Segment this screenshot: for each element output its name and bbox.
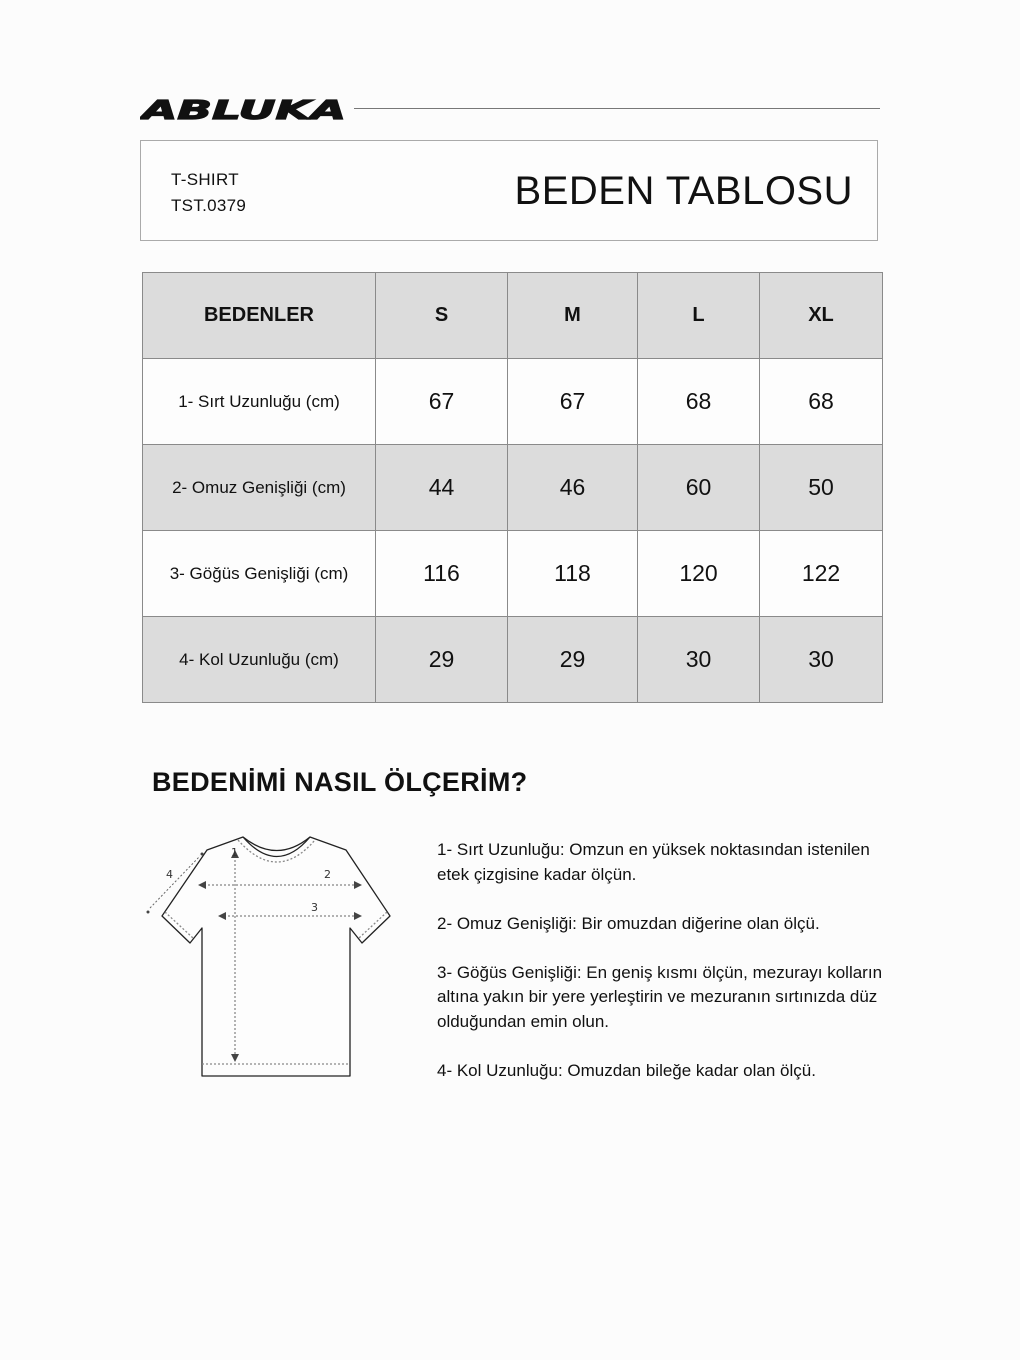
table-cell: 29 — [376, 617, 508, 703]
tshirt-measurement-diagram — [140, 828, 400, 1084]
instruction-back-length: 1- Sırt Uzunluğu: Omzun en yüksek noktasından istenilen etek çizgisine kadar ölçün. — [437, 840, 870, 884]
column-header-sizes: BEDENLER — [143, 273, 376, 359]
table-row — [143, 617, 883, 703]
table-cell: 118 — [508, 531, 638, 617]
row-label: 2- Omuz Genişliği (cm) — [143, 445, 376, 531]
column-header-l: L — [638, 273, 760, 359]
table-cell: 30 — [638, 617, 760, 703]
diagram-label-1: 1 — [231, 846, 238, 859]
product-header — [140, 140, 878, 241]
row-label: 4- Kol Uzunluğu (cm) — [143, 617, 376, 703]
header-divider — [354, 108, 880, 109]
product-code: TST.0379 — [171, 196, 247, 215]
table-row — [143, 359, 883, 445]
column-header-s: S — [376, 273, 508, 359]
page-title: BEDEN TABLOSU — [514, 169, 853, 213]
column-header-xl: XL — [760, 273, 883, 359]
product-type: T-SHIRT — [171, 170, 239, 189]
diagram-label-4: 4 — [166, 868, 173, 881]
tshirt-icon — [140, 828, 400, 1084]
brand-logo — [140, 96, 350, 124]
table-cell: 67 — [376, 359, 508, 445]
table-cell: 44 — [376, 445, 508, 531]
table-cell: 122 — [760, 531, 883, 617]
logo-text: ABLUKA — [140, 96, 346, 124]
size-table — [142, 272, 883, 703]
table-row — [143, 531, 883, 617]
table-cell: 30 — [760, 617, 883, 703]
table-cell: 50 — [760, 445, 883, 531]
row-label: 1- Sırt Uzunluğu (cm) — [143, 359, 376, 445]
table-cell: 60 — [638, 445, 760, 531]
table-cell: 68 — [638, 359, 760, 445]
table-cell: 67 — [508, 359, 638, 445]
table-cell: 116 — [376, 531, 508, 617]
diagram-label-2: 2 — [324, 868, 331, 881]
table-cell: 68 — [760, 359, 883, 445]
measurement-instructions — [437, 838, 897, 1108]
table-header-row — [143, 273, 883, 359]
row-label: 3- Göğüs Genişliği (cm) — [143, 531, 376, 617]
instruction-shoulder-width: 2- Omuz Genişliği: Bir omuzdan diğerine olan ölçü. — [437, 913, 820, 933]
table-cell: 29 — [508, 617, 638, 703]
column-header-m: M — [508, 273, 638, 359]
diagram-label-3: 3 — [311, 901, 318, 914]
table-cell: 120 — [638, 531, 760, 617]
table-cell: 46 — [508, 445, 638, 531]
table-row — [143, 445, 883, 531]
section-title: BEDENİMİ NASIL ÖLÇERİM? — [152, 767, 528, 797]
instruction-chest-width: 3- Göğüs Genişliği: En geniş kısmı ölçün, mezurayı kolların altına yakın bir yere yerleştirin ve mezuranın sırtınızda düz olduğundan emin olun. — [437, 962, 883, 1031]
instruction-sleeve-length: 4- Kol Uzunluğu: Omuzdan bileğe kadar olan ölçü. — [437, 1060, 816, 1080]
